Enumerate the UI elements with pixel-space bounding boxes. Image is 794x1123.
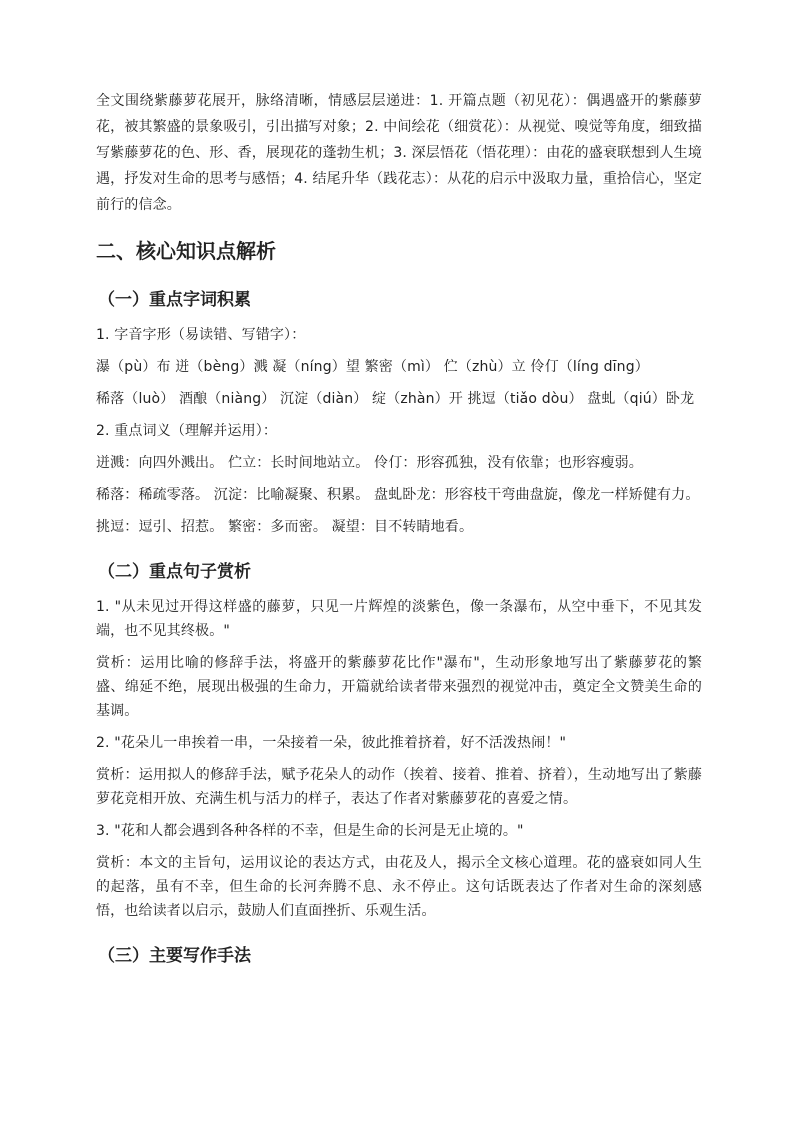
- sentence-analysis: 赏析：运用比喻的修辞手法，将盛开的紫藤萝花比作"瀑布"，生动形象地写出了紫藤萝花的繁盛、绵延不绝，展现出极强的生命力，开篇就给读者带来强烈的视觉冲击，奠定全文赞美生命的基调。: [96, 655, 702, 719]
- sentence-quote: 3. "花和人都会遇到各种各样的不幸，但是生命的长河是无止境的。": [96, 823, 524, 839]
- sentence-analysis: 赏析：本文的主旨句，运用议论的表达方式，由花及人，揭示全文核心道理。花的盛衰如同人生的起落，虽有不幸，但生命的长河奔腾不息、永不停止。这句话既表达了作者对生命的深刻感悟，也给读者以启示，鼓励人们直面挫折、乐观生活。: [96, 855, 702, 919]
- subsection-heading-vocabulary: （一）重点字词积累: [98, 290, 251, 310]
- sentence-quote: 1. "从未见过开得这样盛的藤萝，只见一片辉煌的淡紫色，像一条瀑布，从空中垂下，不见其发端，也不见其终极。": [96, 599, 702, 639]
- document-page: [96, 88, 702, 979]
- sentence-quote: 2. "花朵儿一串挨着一串，一朵接着一朵，彼此推着挤着，好不活泼热闹！": [96, 735, 567, 751]
- subsection-heading-techniques: （三）主要写作手法: [98, 946, 251, 966]
- vocab-item-pronunciation-title: 1. 字音字形（易读错、写错字）：: [96, 327, 306, 343]
- intro-paragraph: 全文围绕紫藤萝花展开，脉络清晰，情感层层递进：1. 开篇点题（初见花）：偶遇盛开的紫藤萝花，被其繁盛的景象吸引，引出描写对象；2. 中间绘花（细赏花）：从视觉、嗅觉等角度，细致描写紫藤萝花的色、形、香，展现花的蓬勃生机；3. 深层悟花（悟花理）：由花的盛衰联想到人生境遇，抒发对生命的思考与感悟；4. 结尾升华（践花志）：从花的启示中汲取力量，重拾信心，坚定前行的信念。: [96, 93, 702, 213]
- sentence-analysis: 赏析：运用拟人的修辞手法，赋予花朵人的动作（挨着、接着、推着、挤着），生动地写出了紫藤萝花竞相开放、充满生机与活力的样子，表达了作者对紫藤萝花的喜爱之情。: [96, 767, 702, 807]
- subsection-heading-sentences: （二）重点句子赏析: [98, 562, 251, 582]
- vocab-pronunciation-line: 稀落（luò） 酒酿（niàng） 沉淀（diàn） 绽（zhàn）开 挑逗（tiǎo dòu） 盘虬（qiú）卧龙: [96, 391, 695, 407]
- vocab-pronunciation-line: 瀑（pù）布 迸（bèng）溅 凝（níng）望 繁密（mì） 伫（zhù）立 伶仃（líng dīng）: [96, 359, 649, 375]
- section-heading-core-knowledge: 二、核心知识点解析: [96, 239, 276, 263]
- vocab-meaning-line: 稀落：稀疏零落。 沉淀：比喻凝聚、积累。 盘虬卧龙：形容枝干弯曲盘旋，像龙一样矫健有力。: [96, 487, 700, 503]
- vocab-meaning-line: 迸溅：向四外溅出。 伫立：长时间地站立。 伶仃：形容孤独，没有依靠；也形容瘦弱。: [96, 455, 643, 471]
- vocab-meaning-line: 挑逗：逗引、招惹。 繁密：多而密。 凝望：目不转睛地看。: [96, 519, 474, 535]
- vocab-item-meaning-title: 2. 重点词义（理解并运用）：: [96, 423, 278, 439]
